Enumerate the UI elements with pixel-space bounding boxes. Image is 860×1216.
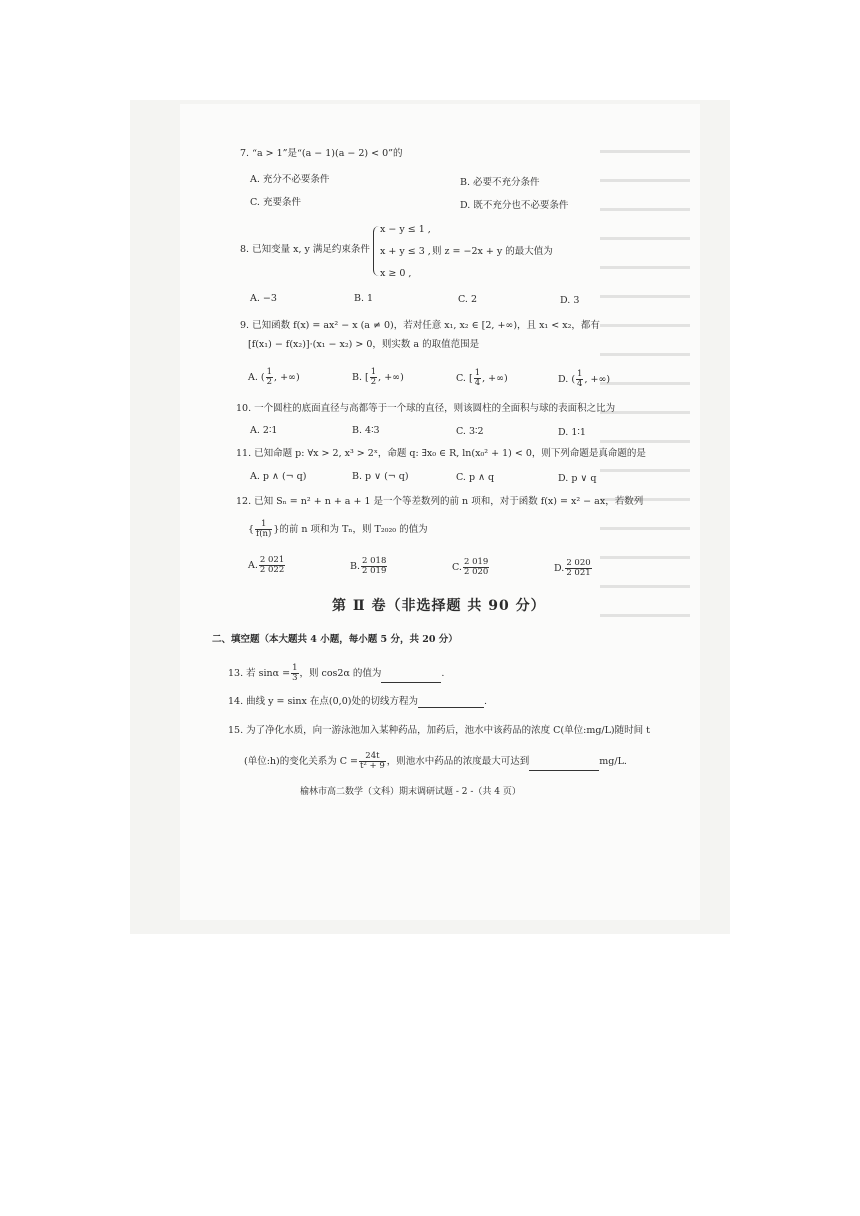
q10-option-b: B. 4∶3 (352, 425, 380, 436)
q12-option-c: C. $\frac{2 019}{2 020}$ (452, 557, 489, 577)
question-15-line-2: (单位:h)的变化关系为 C = $\frac{24t}{\text{t² + 9}}$ ，则池水中药品的浓度最大可达到 mg/L. (244, 751, 627, 771)
q9-option-d: D. ( $\frac{1}{4}$ , +∞) (558, 369, 611, 389)
question-9-line-1: 9. 已知函数 f(x) = ax² − x (a ≠ 0)，若对任意 x₁, x₂ ∈ [2, +∞)，且 x₁ < x₂，都有 (240, 320, 600, 331)
q8-option-c: C. 2 (458, 294, 478, 305)
question-12-line-2: { $\frac{1}{f(n)}$ }的前 n 项和为 Tₙ，则 T₂₀₂₀ 的值为 (248, 519, 428, 539)
q12-option-a: A. $\frac{2 021}{2 022}$ (248, 555, 285, 575)
question-12-line-1: 12. 已知 Sₙ = n² + n + a + 1 是一个等差数列的前 n 项和，对于函数 f(x) = x² − ax，若数列 (236, 496, 644, 507)
question-10-stem: 10. 一个圆柱的底面直径与高都等于一个球的直径，则该圆柱的全面积与球的表面积之比为 (236, 403, 616, 414)
q8-option-b: B. 1 (354, 293, 374, 304)
q10-option-a: A. 2∶1 (250, 425, 278, 436)
q8-constraint-3: x ≥ 0 , (380, 268, 412, 279)
question-15-line-1: 15. 为了净化水质，向一游泳池加入某种药品，加药后，池水中该药品的浓度 C(单位:mg/L)随时间 t (228, 725, 650, 736)
question-11-stem: 11. 已知命题 p: ∀x > 2, x³ > 2ˣ，命题 q: ∃x₀ ∈ R, ln(x₀² + 1) < 0，则下列命题是真命题的是 (236, 448, 646, 459)
q8-constraint-2: x + y ≤ 3 , (380, 246, 431, 257)
q11-option-b: B. p ∨ (¬ q) (352, 471, 409, 482)
q11-option-c: C. p ∧ q (456, 472, 495, 483)
q10-option-d: D. 1∶1 (558, 427, 586, 438)
q7-option-c: C. 充要条件 (250, 197, 301, 208)
section-title: 第 Ⅱ 卷（非选择题 共 90 分） (332, 598, 546, 614)
page-footer: 榆林市高二数学（文科）期末调研试题 - 2 -（共 4 页） (300, 787, 521, 797)
q9-option-b: B. [ $\frac{1}{2}$ , +∞) (352, 367, 404, 387)
q11-option-a: A. p ∧ (¬ q) (250, 471, 307, 482)
q11-option-d: D. p ∨ q (558, 473, 597, 484)
q9-option-c: C. [ $\frac{1}{4}$ , +∞) (456, 368, 508, 388)
q7-option-b: B. 必要不充分条件 (460, 177, 540, 188)
question-8-suffix: 则 z = −2x + y 的最大值为 (432, 246, 553, 257)
q12-option-d: D. $\frac{2 020}{2 021}$ (554, 558, 591, 578)
q7-option-a: A. 充分不必要条件 (250, 174, 330, 185)
question-14: 14. 曲线 y = sinx 在点(0,0)处的切线方程为 . (228, 696, 487, 707)
question-8-prefix: 8. 已知变量 x, y 满足约束条件 (240, 244, 370, 255)
question-7-stem: 7. “a > 1”是“(a − 1)(a − 2) < 0”的 (240, 148, 403, 159)
constraint-brace (373, 226, 380, 276)
q9-option-a: A. ( $\frac{1}{2}$ , +∞) (248, 367, 300, 387)
q8-constraint-1: x − y ≤ 1 , (380, 224, 431, 235)
q12-option-b: B. $\frac{2 018}{2 019}$ (350, 556, 387, 576)
q7-option-d: D. 既不充分也不必要条件 (460, 200, 569, 211)
q8-option-d: D. 3 (560, 295, 580, 306)
question-9-line-2: [f(x₁) − f(x₂)]·(x₁ − x₂) > 0，则实数 a 的取值范围是 (248, 339, 480, 350)
question-13: 13. 若 sinα = $\frac{1}{3}$ ，则 cos2α 的值为 . (228, 663, 445, 683)
part-2-heading: 二、填空题（本大题共 4 小题，每小题 5 分，共 20 分） (212, 634, 458, 645)
q8-option-a: A. −3 (250, 293, 277, 304)
q10-option-c: C. 3∶2 (456, 426, 484, 437)
bleed-through-marks (600, 150, 690, 610)
